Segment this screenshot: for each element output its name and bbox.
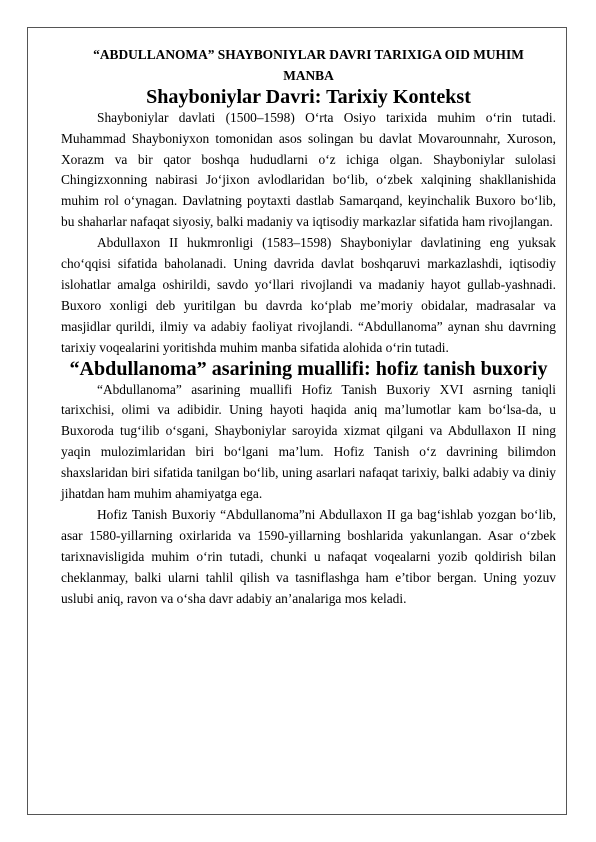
- document-title: “ABDULLANOMA” SHAYBONIYLAR DAVRI TARIXIGA OID MUHIM MANBA: [93, 47, 524, 83]
- paragraph-author-biography: “Abdullanoma” asarining muallifi Hofiz Tanish Buxoriy XVI asrning taniqli tarixchisi, olimi va adibidir. Uning hayoti haqida aniq ma’lumotlar kam bo‘lsa-da, u Buxoroda tug‘ilib o‘sgani, Shayboniylar saroyida xizmat qilgani va Abdullaxon II ning yaqin mulozimlaridan biri bo‘lgani ma’lum. Hofiz Tanish o‘z davrining bilimdon shaxslaridan biri sifatida tanilgan bo‘lib, uning asarlari nafaqat tarixiy, balki adabiy va diniy jihatdan ham muhim ahamiyatga ega.: [61, 381, 556, 502]
- document-body: [61, 45, 556, 609]
- section-heading-author: “Abdullanoma” asarining muallifi: hofiz tanish buxoriy: [69, 357, 548, 380]
- section-heading-historical-context: Shayboniylar Davri: Tarixiy Kontekst: [146, 85, 471, 108]
- paragraph-shayboniylar-state: Shayboniylar davlati (1500–1598) O‘rta Osiyo tarixida muhim o‘rin tutadi. Muhammad Shayboniyxon tomonidan asos solingan bu davlat Movarounnahr, Xuroson, Xorazm va bir qator boshqa hududlarni o‘z ichiga olgan. Shayboniylar sulolasi Chingizxonning nabirasi Jo‘jixon avlodlaridan bo‘lib, o‘zbek xalqining shakllanishida muhim rol o‘ynagan. Davlatning poytaxti dastlab Samarqand, keyinchalik Buxoro bo‘lib, bu shaharlar nafaqat siyosiy, balki madaniy va iqtisodiy markazlar sifatida ham rivojlangan.: [61, 109, 556, 230]
- paragraph-abdullaxon-reign: Abdullaxon II hukmronligi (1583–1598) Shayboniylar davlatining eng yuksak cho‘qqisi sifatida baholanadi. Uning davrida davlat boshqaruvi markazlashdi, iqtisodiy islohatlar amalga oshirildi, savdo yo‘llari rivojlandi va madaniy hayot gullab-yashnadi. Buxoro xonligi deb yuritilgan bu davrda ko‘plab me’moriy obidalar, madrasalar va masjidlar qurildi, ilmiy va adabiy faoliyat rivojlandi. “Abdullanoma” aynan shu davrning tarixiy voqealarini yoritishda muhim manba sifatida alohida o‘rin tutadi.: [61, 235, 556, 355]
- paragraph-work-composition: Hofiz Tanish Buxoriy “Abdullanoma”ni Abdullaxon II ga bag‘ishlab yozgan bo‘lib, asar 1580-yillarning oxirlarida va 1590-yillarning boshlarida yakunlangan. Asar o‘zbek tarixnavisligida muhim o‘rin tutadi, chunki u nafaqat voqealarni yozib qoldirish bilan cheklanmay, balki ularni tahlil qilish va tasniflashga ham e’tibor bergan. Uning yozuv uslubi aniq, ravon va o‘sha davr adabiy an’analariga mos keladi.: [61, 506, 556, 606]
